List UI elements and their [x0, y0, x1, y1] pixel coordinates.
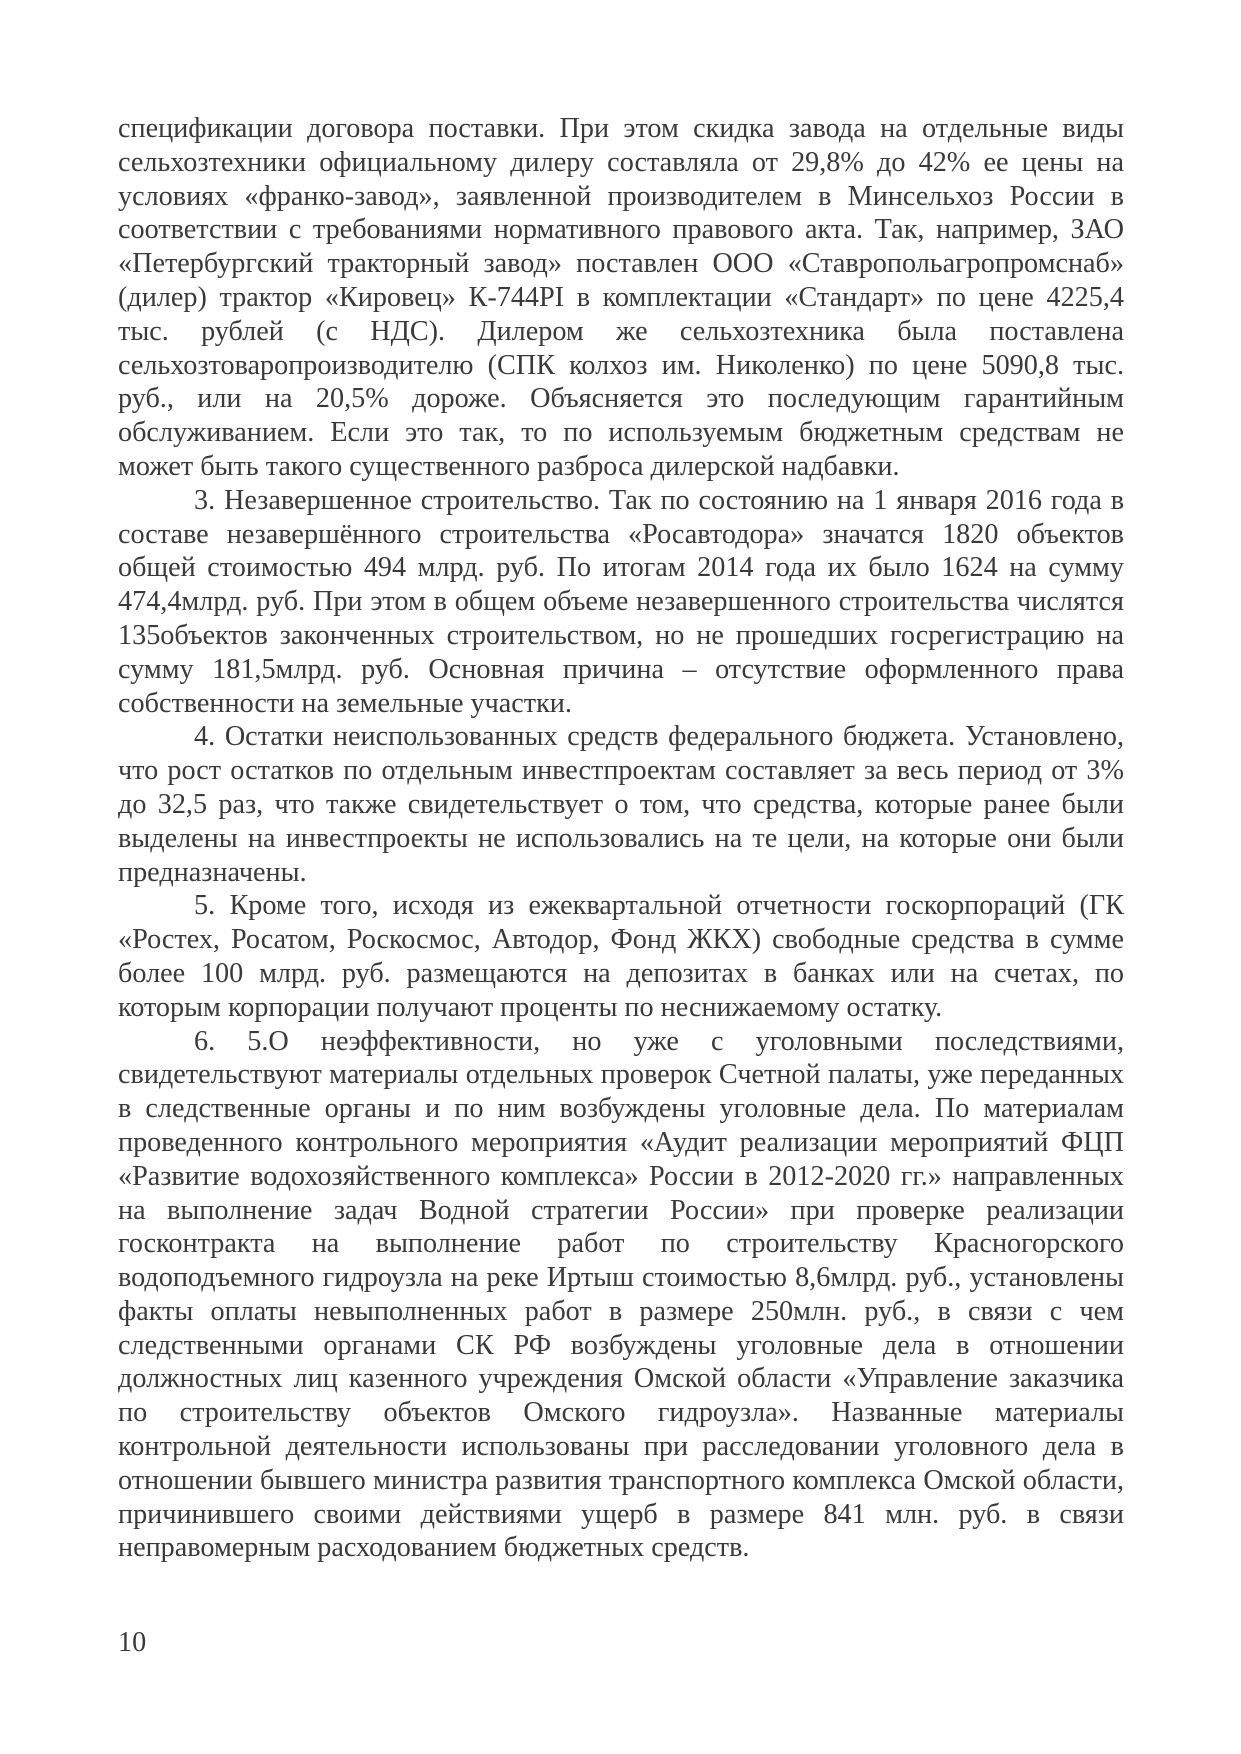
paragraph-item-5: 5. Кроме того, исходя из ежеквартальной отчетности госкорпораций (ГК «Ростех, Росатом, Роскосмос, Автодор, Фонд ЖКХ) свободные средства в сумме более 100 млрд. руб. размещаются на депозитах в банках или на счетах, по которым корпорации получают проценты по неснижаемому остатку. [118, 890, 1124, 1023]
page-body [118, 112, 1124, 1565]
paragraph-continuation: спецификации договора поставки. При этом скидка завода на отдельные виды сельхозтехники официальному дилеру составляла от 29,8% до 42% ее цены на условиях «франко-завод», заявленной производителем в Минсельхоз России в соответствии с требованиями нормативного правового акта. Так, например, ЗАО «Петербургский тракторный завод» поставлен ООО «Ставропольагропромснаб» (дилер) трактор «Кировец» К-744РI в комплектации «Стандарт» по цене 4225,4 тыс. рублей (с НДС). Дилером же сельхозтехника была поставлена сельхозтоваропроизводителю (СПК колхоз им. Николенко) по цене 5090,8 тыс. руб., или на 20,5% дороже. Объясняется это последующим гарантийным обслуживанием. Если это так, то по используемым бюджетным средствам не может быть такого существенного разброса дилерской надбавки. [118, 113, 1124, 482]
paragraph-item-4: 4. Остатки неиспользованных средств федерального бюджета. Установлено, что рост остатков по отдельным инвестпроектам составляет за весь период от 3% до 32,5 раз, что также свидетельствует о том, что средства, которые ранее были выделены на инвестпроекты не использовались на те цели, на которые они были предназначены. [118, 721, 1124, 888]
paragraph-item-6: 6. 5.О неэффективности, но уже с уголовными последствиями, свидетельствуют материалы отдельных проверок Счетной палаты, уже переданных в следственные органы и по ним возбуждены уголовные дела. По материалам проведенного контрольного мероприятия «Аудит реализации мероприятий ФЦП «Развитие водохозяйственного комплекса» России в 2012-2020 гг.» направленных на выполнение задач Водной стратегии России» при проверке реализации госконтракта на выполнение работ по строительству Красногорского водоподъемного гидроузла на реке Иртыш стоимостью 8,6млрд. руб., установлены факты оплаты невыполненных работ в размере 250млн. руб., в связи с чем следственными органами СК РФ возбуждены уголовные дела в отношении должностных лиц казенного учреждения Омской области «Управление заказчика по строительству объектов Омского гидроузла». Названные материалы контрольной деятельности использованы при расследовании уголовного дела в отношении бывшего министра развития транспортного комплекса Омской области, причинившего своими действиями ущерб в размере 841 млн. руб. в связи неправомерным расходованием бюджетных средств. [118, 1025, 1124, 1564]
page-number: 10 [118, 1627, 147, 1658]
paragraph-item-3: 3. Незавершенное строительство. Так по состоянию на 1 января 2016 года в составе незавершённого строительства «Росавтодора» значатся 1820 объектов общей стоимостью 494 млрд. руб. По итогам 2014 года их было 1624 на сумму 474,4млрд. руб. При этом в общем объеме незавершенного строительства числятся 135объектов законченных строительством, но не прошедших госрегистрацию на сумму 181,5млрд. руб. Основная причина – отсутствие оформленного права собственности на земельные участки. [118, 484, 1124, 719]
